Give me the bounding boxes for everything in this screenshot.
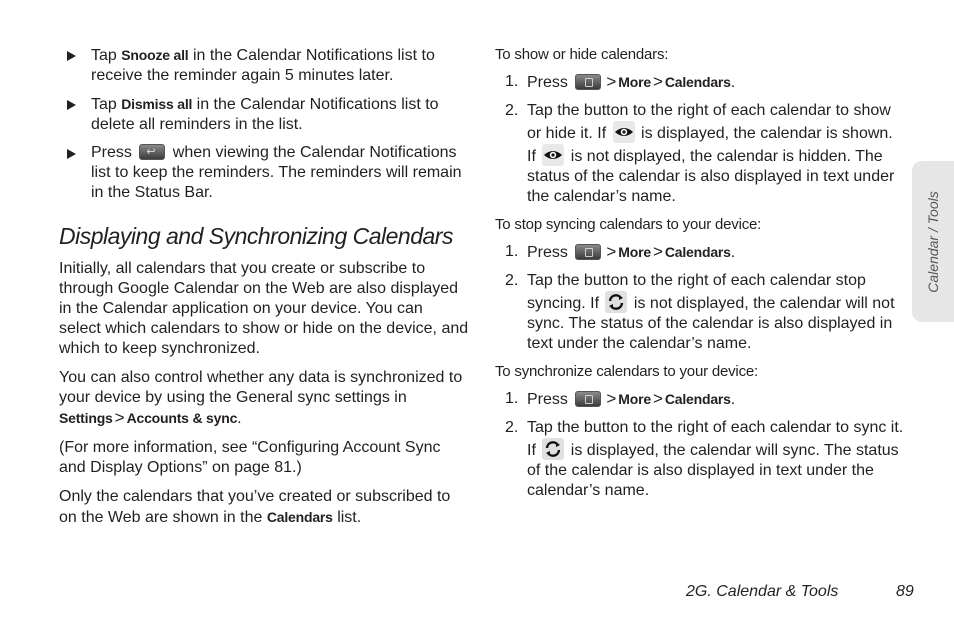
page-number: 89: [896, 583, 914, 600]
step-item: [495, 271, 905, 354]
menu-key-icon: [575, 391, 601, 407]
step-text: Tap the button to the right of each calendar stop syncing. If: [527, 272, 866, 312]
section-side-tab: [912, 161, 954, 322]
step-text: Press: [527, 391, 573, 408]
right-column: [495, 45, 905, 509]
step-number: 2.: [505, 419, 519, 436]
step-text: is not displayed, the calendar is hidden. The status of the calendar is also displayed in text under the calendar’s name.: [527, 148, 895, 205]
bullet-item: [59, 143, 469, 203]
paragraph: (For more information, see “Configuring Account Sync and Display Options” on page 81.): [59, 439, 441, 476]
step-text: .: [730, 391, 736, 408]
step-text: Tap the button to the right of each calendar to show or hide it. If: [527, 102, 891, 142]
section-heading: Displaying and Synchronizing Calendars: [59, 223, 453, 249]
ui-term: Accounts & sync: [126, 410, 238, 426]
eye-icon: [613, 121, 635, 143]
menu-key-icon: [575, 74, 601, 90]
paragraph-text: Only the calendars that you’ve created or subscribed to on the Web are shown in the: [59, 488, 451, 526]
bullet-text: in the Calendar Notifications list to delete all reminders in the list.: [91, 96, 439, 133]
bullet-text: when viewing the Calendar Notifications list to keep the reminders. The reminders will remain in the Status Bar.: [91, 144, 462, 201]
ui-term: Snooze all: [121, 47, 189, 63]
sync-icon: [605, 291, 627, 313]
ui-term: More: [618, 244, 651, 260]
menu-separator: >: [606, 389, 617, 408]
ui-term: Calendars: [664, 391, 731, 407]
step-text: Press: [527, 244, 573, 261]
step-number: 1.: [505, 243, 519, 260]
step-number: 1.: [505, 73, 519, 90]
bullet-triangle-icon: [67, 149, 76, 159]
step-text: is displayed, the calendar is shown. If: [527, 125, 893, 165]
back-key-icon: [139, 144, 165, 160]
step-item: [495, 242, 905, 263]
bullet-text: Tap: [91, 96, 122, 113]
sync-icon: [542, 438, 564, 460]
bullet-text: in the Calendar Notifications list to receive the reminder again 5 minutes later.: [91, 47, 435, 84]
paragraph: [59, 487, 469, 528]
step-text: Tap the button to the right of each calendar to sync it. If: [527, 419, 904, 459]
paragraph-text: You can also control whether any data is synchronized to your device by using the General sync settings in: [59, 369, 463, 406]
bullet-text: Tap: [91, 47, 122, 64]
side-tab-label: Calendar / Tools: [925, 190, 941, 293]
ui-term: Calendars: [664, 244, 731, 260]
bullet-text: Press: [91, 144, 137, 161]
footer-section-title: 2G. Calendar & Tools: [686, 583, 839, 600]
menu-separator: >: [652, 72, 663, 91]
step-text: .: [730, 74, 736, 91]
step-number: 2.: [505, 272, 519, 289]
procedure-title: To show or hide calendars:: [495, 46, 669, 63]
bullet-item: [59, 94, 469, 135]
ui-term: Settings: [59, 410, 113, 426]
menu-separator: >: [606, 242, 617, 261]
left-column: [59, 45, 469, 537]
menu-key-icon: [575, 244, 601, 260]
menu-separator: >: [114, 408, 125, 427]
ui-term: More: [618, 74, 651, 90]
ui-term: More: [618, 391, 651, 407]
step-item: [495, 389, 905, 410]
menu-separator: >: [652, 242, 663, 261]
step-item: [495, 418, 905, 501]
menu-separator: >: [652, 389, 663, 408]
menu-separator: >: [606, 72, 617, 91]
step-item: [495, 72, 905, 93]
ui-term: Calendars: [266, 509, 333, 525]
step-text: is displayed, the calendar will sync. The status of the calendar is also displayed in text under the calendar’s name.: [527, 442, 899, 499]
paragraph: Initially, all calendars that you create or subscribe to through Google Calendar on the Web are also displayed in the Calendar application on your device. You can select which calendars to show or hide on the device, and which to keep synchronized.: [59, 260, 469, 357]
bullet-item: [59, 45, 469, 86]
paragraph: [59, 368, 469, 429]
step-item: [495, 101, 905, 207]
ui-term: Calendars: [664, 74, 731, 90]
bullet-triangle-icon: [67, 100, 76, 110]
bullet-triangle-icon: [67, 51, 76, 61]
paragraph-text: .: [237, 410, 242, 427]
step-text: Press: [527, 74, 573, 91]
step-number: 2.: [505, 102, 519, 119]
step-text: is not displayed, the calendar will not sync. The status of the calendar is also displayed in text under the calendar’s name.: [527, 295, 895, 352]
ui-term: Dismiss all: [121, 96, 193, 112]
step-text: .: [730, 244, 736, 261]
step-number: 1.: [505, 390, 519, 407]
eye-icon: [542, 144, 564, 166]
procedure-title: To stop syncing calendars to your device:: [495, 216, 762, 233]
paragraph-text: list.: [332, 509, 362, 526]
procedure-title: To synchronize calendars to your device:: [495, 363, 758, 380]
